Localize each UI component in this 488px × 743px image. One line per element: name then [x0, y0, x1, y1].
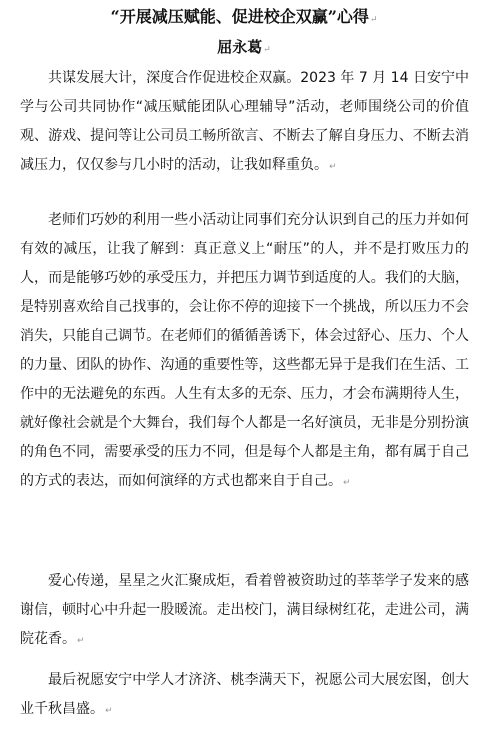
paragraph-mark-icon: ↵	[329, 162, 337, 172]
paragraph-text: 最后祝愿安宁中学人才济济、桃李满天下，祝愿公司大展宏图，创大业千秋昌盛。	[20, 672, 469, 717]
document-author	[0, 37, 488, 60]
paragraph-mark-icon: ↵	[343, 478, 351, 488]
body-paragraph-4	[20, 666, 469, 726]
paragraph-mark-icon: ↵	[263, 45, 271, 55]
paragraph-mark-icon: ↵	[77, 636, 85, 646]
body-paragraph-2	[20, 206, 469, 498]
body-paragraph-1	[20, 64, 469, 182]
paragraph-text: 共谋发展大计，深度合作促进校企双赢。2023 年 7 月 14 日安宁中学与公司共同协作“减压赋能团队心理辅导”活动，老师围绕公司的价值观、游戏、提问等让公司员工畅所欲言、不断去了解自身压力、不断去消减压力，仅仅参与几小时的活动，让我如释重负。	[20, 70, 469, 173]
title-text: “开展减压赋能、促进校企双赢”心得	[110, 7, 369, 26]
paragraph-text: 老师们巧妙的利用一些小活动让同事们充分认识到自己的压力并如何有效的减压，让我了解到：真正意义上“耐压”的人，并不是打败压力的人，而是能够巧妙的承受压力，并把压力调节到适度的人。我们的大脑，是特别喜欢给自己找事的，会让你不停的迎接下一个挑战，所以压力不会消失，只能自己调节。在老师们的循循善诱下，体会过舒心、压力、个人的力量、团队的协作、沟通的重要性等，这些都无异于是我们在生活、工作中的无法避免的东西。人生有太多的无奈、压力，才会布满期待人生，就好像社会就是个大舞台，我们每个人都是一名好演员，无非是分别扮演的角色不同，需要承受的压力不同，但是每个人都是主角，都有属于自己的方式的表达，而如何演绎的方式也都来自于自己。	[20, 212, 469, 489]
paragraph-text: 爱心传递，星星之火汇聚成炬，看着曾被资助过的莘莘学子发来的感谢信，顿时心中升起一股暖流。走出校门，满目绿树红花，走进公司，满院花香。	[20, 573, 469, 647]
body-paragraph-3	[20, 567, 469, 656]
author-name: 屈永葛	[217, 38, 263, 56]
document-title	[0, 6, 488, 31]
paragraph-mark-icon: ↵	[105, 706, 113, 716]
paragraph-mark-icon: ↵	[369, 15, 378, 25]
